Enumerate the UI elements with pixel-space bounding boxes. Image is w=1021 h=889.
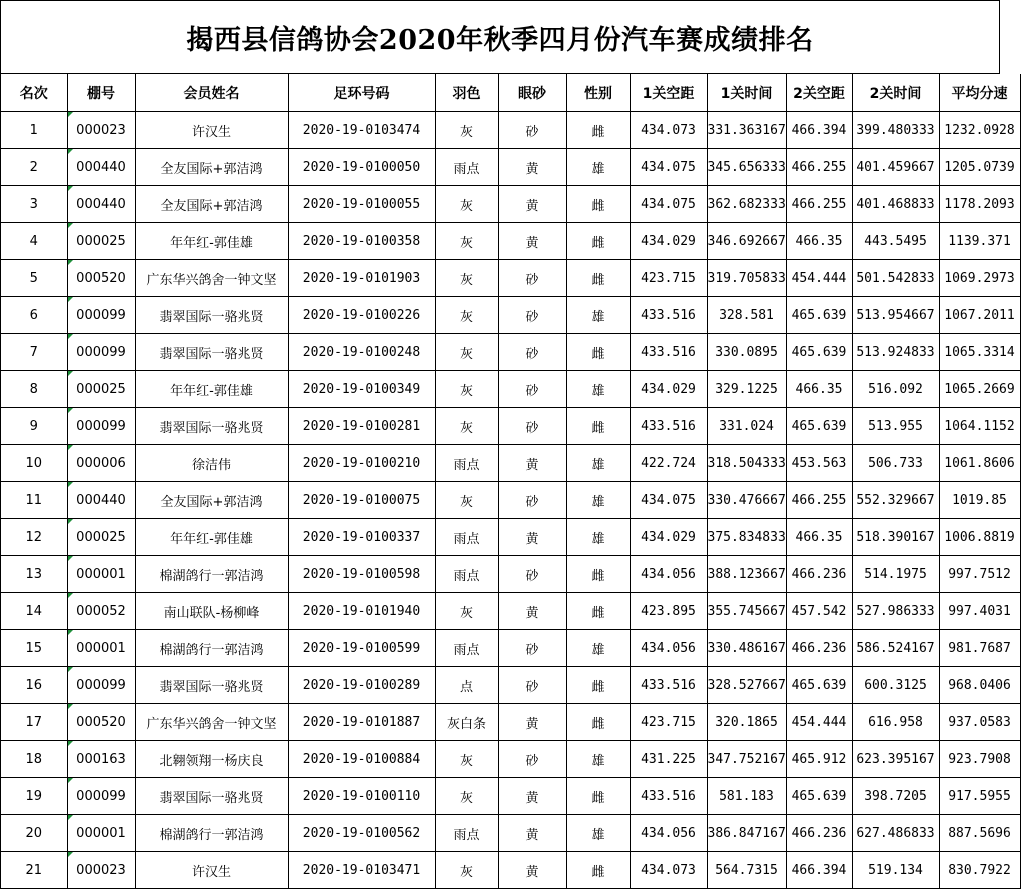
table-row — [1, 297, 1020, 334]
cell-sex: 雄 — [566, 482, 630, 519]
cell-leg1-distance: 434.073 — [630, 852, 707, 889]
cell-leg1-time: 346.692667 — [707, 223, 786, 260]
cell-member-name: 全友国际+郭洁鸿 — [135, 149, 288, 186]
cell-leg1-time: 328.581 — [707, 297, 786, 334]
cell-loft-no: 000001 — [67, 815, 135, 852]
cell-leg2-time: 513.954667 — [852, 297, 939, 334]
cell-loft-no: 000025 — [67, 519, 135, 556]
cell-rank: 1 — [1, 112, 67, 149]
cell-rank: 4 — [1, 223, 67, 260]
cell-leg2-time: 623.395167 — [852, 741, 939, 778]
cell-ring-number: 2020-19-0100075 — [288, 482, 435, 519]
cell-ring-number: 2020-19-0100598 — [288, 556, 435, 593]
cell-feather-color: 灰 — [435, 297, 498, 334]
cell-eye-sand: 砂 — [498, 112, 566, 149]
cell-feather-color: 雨点 — [435, 556, 498, 593]
column-header-avg-speed: 平均分速 — [939, 74, 1020, 112]
cell-member-name: 年年红-郭佳雄 — [135, 371, 288, 408]
cell-member-name: 许汉生 — [135, 852, 288, 889]
cell-sex: 雌 — [566, 852, 630, 889]
cell-loft-no: 000099 — [67, 667, 135, 704]
cell-feather-color: 雨点 — [435, 445, 498, 482]
cell-leg2-distance: 465.912 — [786, 741, 852, 778]
cell-avg-speed: 923.7908 — [939, 741, 1020, 778]
column-header-leg2-time: 2关时间 — [852, 74, 939, 112]
cell-rank: 12 — [1, 519, 67, 556]
cell-leg1-distance: 434.075 — [630, 186, 707, 223]
column-header-sex: 性别 — [566, 74, 630, 112]
cell-leg2-distance: 454.444 — [786, 704, 852, 741]
cell-avg-speed: 997.4031 — [939, 593, 1020, 630]
cell-eye-sand: 黄 — [498, 519, 566, 556]
cell-feather-color: 灰 — [435, 408, 498, 445]
cell-rank: 20 — [1, 815, 67, 852]
cell-member-name: 翡翠国际一骆兆贤 — [135, 334, 288, 371]
cell-leg1-time: 328.527667 — [707, 667, 786, 704]
cell-avg-speed: 937.0583 — [939, 704, 1020, 741]
cell-rank: 13 — [1, 556, 67, 593]
header-row — [1, 74, 1020, 112]
cell-member-name: 广东华兴鸽舍一钟文坚 — [135, 704, 288, 741]
cell-ring-number: 2020-19-0100337 — [288, 519, 435, 556]
cell-sex: 雄 — [566, 741, 630, 778]
cell-rank: 3 — [1, 186, 67, 223]
cell-leg2-distance: 465.639 — [786, 778, 852, 815]
cell-feather-color: 点 — [435, 667, 498, 704]
cell-leg2-distance: 466.236 — [786, 815, 852, 852]
table-row — [1, 778, 1020, 815]
cell-leg1-distance: 423.715 — [630, 260, 707, 297]
cell-leg1-time: 331.363167 — [707, 112, 786, 149]
cell-loft-no: 000099 — [67, 408, 135, 445]
cell-ring-number: 2020-19-0100110 — [288, 778, 435, 815]
cell-leg1-time: 386.847167 — [707, 815, 786, 852]
cell-rank: 14 — [1, 593, 67, 630]
cell-avg-speed: 1067.2011 — [939, 297, 1020, 334]
cell-avg-speed: 1139.371 — [939, 223, 1020, 260]
cell-leg2-time: 513.955 — [852, 408, 939, 445]
cell-loft-no: 000099 — [67, 778, 135, 815]
cell-avg-speed: 1006.8819 — [939, 519, 1020, 556]
cell-leg2-time: 399.480333 — [852, 112, 939, 149]
cell-rank: 18 — [1, 741, 67, 778]
cell-leg2-time: 627.486833 — [852, 815, 939, 852]
cell-avg-speed: 1019.85 — [939, 482, 1020, 519]
sheet-title: 揭西县信鸽协会2020年秋季四月份汽车赛成绩排名 — [1, 1, 1000, 74]
cell-avg-speed: 981.7687 — [939, 630, 1020, 667]
cell-eye-sand: 砂 — [498, 297, 566, 334]
table-row — [1, 334, 1020, 371]
table-row — [1, 371, 1020, 408]
cell-feather-color: 灰 — [435, 334, 498, 371]
cell-rank: 11 — [1, 482, 67, 519]
cell-member-name: 翡翠国际一骆兆贤 — [135, 667, 288, 704]
cell-leg1-time: 329.1225 — [707, 371, 786, 408]
cell-leg2-time: 401.468833 — [852, 186, 939, 223]
cell-leg2-distance: 466.35 — [786, 519, 852, 556]
results-table — [1, 74, 1021, 889]
cell-leg2-distance: 466.35 — [786, 223, 852, 260]
cell-member-name: 全友国际+郭洁鸿 — [135, 482, 288, 519]
cell-eye-sand: 砂 — [498, 408, 566, 445]
cell-sex: 雄 — [566, 815, 630, 852]
cell-member-name: 棉湖鸽行一郭洁鸿 — [135, 815, 288, 852]
cell-leg2-distance: 465.639 — [786, 408, 852, 445]
cell-leg2-distance: 454.444 — [786, 260, 852, 297]
table-row — [1, 445, 1020, 482]
cell-feather-color: 灰 — [435, 112, 498, 149]
cell-leg1-time: 581.183 — [707, 778, 786, 815]
cell-eye-sand: 砂 — [498, 371, 566, 408]
cell-member-name: 北翱领翔一杨庆良 — [135, 741, 288, 778]
cell-member-name: 翡翠国际一骆兆贤 — [135, 408, 288, 445]
cell-leg2-time: 518.390167 — [852, 519, 939, 556]
cell-avg-speed: 1064.1152 — [939, 408, 1020, 445]
cell-loft-no: 000520 — [67, 260, 135, 297]
cell-sex: 雌 — [566, 704, 630, 741]
cell-feather-color: 灰 — [435, 593, 498, 630]
cell-member-name: 全友国际+郭洁鸿 — [135, 186, 288, 223]
table-row — [1, 741, 1020, 778]
cell-ring-number: 2020-19-0100050 — [288, 149, 435, 186]
cell-leg1-distance: 433.516 — [630, 297, 707, 334]
table-row — [1, 667, 1020, 704]
cell-feather-color: 灰 — [435, 260, 498, 297]
column-header-member-name: 会员姓名 — [135, 74, 288, 112]
cell-member-name: 翡翠国际一骆兆贤 — [135, 297, 288, 334]
cell-leg2-distance: 466.255 — [786, 482, 852, 519]
cell-leg2-distance: 466.255 — [786, 186, 852, 223]
cell-leg1-time: 331.024 — [707, 408, 786, 445]
cell-leg2-distance: 453.563 — [786, 445, 852, 482]
column-header-eye-sand: 眼砂 — [498, 74, 566, 112]
cell-ring-number: 2020-19-0100562 — [288, 815, 435, 852]
cell-eye-sand: 黄 — [498, 778, 566, 815]
cell-ring-number: 2020-19-0100248 — [288, 334, 435, 371]
cell-leg1-distance: 434.075 — [630, 149, 707, 186]
cell-eye-sand: 黄 — [498, 223, 566, 260]
cell-ring-number: 2020-19-0101903 — [288, 260, 435, 297]
cell-eye-sand: 砂 — [498, 482, 566, 519]
cell-leg1-distance: 422.724 — [630, 445, 707, 482]
cell-leg1-distance: 423.715 — [630, 704, 707, 741]
cell-feather-color: 雨点 — [435, 519, 498, 556]
cell-avg-speed: 887.5696 — [939, 815, 1020, 852]
cell-member-name: 年年红-郭佳雄 — [135, 223, 288, 260]
table-row — [1, 186, 1020, 223]
cell-loft-no: 000023 — [67, 112, 135, 149]
cell-avg-speed: 1065.2669 — [939, 371, 1020, 408]
cell-sex: 雌 — [566, 334, 630, 371]
cell-loft-no: 000520 — [67, 704, 135, 741]
cell-eye-sand: 砂 — [498, 556, 566, 593]
cell-feather-color: 灰白条 — [435, 704, 498, 741]
cell-loft-no: 000099 — [67, 297, 135, 334]
cell-member-name: 年年红-郭佳雄 — [135, 519, 288, 556]
cell-sex: 雌 — [566, 260, 630, 297]
cell-ring-number: 2020-19-0100358 — [288, 223, 435, 260]
cell-eye-sand: 黄 — [498, 815, 566, 852]
cell-rank: 17 — [1, 704, 67, 741]
cell-eye-sand: 黄 — [498, 445, 566, 482]
cell-sex: 雄 — [566, 445, 630, 482]
cell-member-name: 南山联队-杨柳峰 — [135, 593, 288, 630]
cell-leg1-time: 330.476667 — [707, 482, 786, 519]
cell-member-name: 棉湖鸽行一郭洁鸿 — [135, 556, 288, 593]
cell-sex: 雄 — [566, 630, 630, 667]
cell-avg-speed: 1205.0739 — [939, 149, 1020, 186]
table-row — [1, 519, 1020, 556]
cell-sex: 雌 — [566, 778, 630, 815]
cell-leg2-distance: 466.255 — [786, 149, 852, 186]
cell-ring-number: 2020-19-0100210 — [288, 445, 435, 482]
cell-avg-speed: 968.0406 — [939, 667, 1020, 704]
cell-sex: 雌 — [566, 556, 630, 593]
cell-loft-no: 000006 — [67, 445, 135, 482]
cell-feather-color: 灰 — [435, 852, 498, 889]
cell-feather-color: 灰 — [435, 186, 498, 223]
cell-leg1-distance: 434.056 — [630, 815, 707, 852]
cell-leg2-time: 398.7205 — [852, 778, 939, 815]
cell-rank: 2 — [1, 149, 67, 186]
cell-leg2-time: 519.134 — [852, 852, 939, 889]
cell-leg2-time: 527.986333 — [852, 593, 939, 630]
cell-rank: 15 — [1, 630, 67, 667]
cell-leg1-time: 362.682333 — [707, 186, 786, 223]
cell-eye-sand: 砂 — [498, 630, 566, 667]
cell-leg1-distance: 434.029 — [630, 519, 707, 556]
cell-loft-no: 000052 — [67, 593, 135, 630]
column-header-loft-no: 棚号 — [67, 74, 135, 112]
cell-rank: 6 — [1, 297, 67, 334]
cell-leg1-time: 330.0895 — [707, 334, 786, 371]
cell-eye-sand: 黄 — [498, 852, 566, 889]
cell-avg-speed: 1232.0928 — [939, 112, 1020, 149]
cell-leg1-distance: 434.029 — [630, 223, 707, 260]
table-row — [1, 815, 1020, 852]
cell-feather-color: 雨点 — [435, 815, 498, 852]
cell-member-name: 广东华兴鸽舍一钟文坚 — [135, 260, 288, 297]
cell-leg1-time: 319.705833 — [707, 260, 786, 297]
cell-leg1-distance: 434.075 — [630, 482, 707, 519]
cell-ring-number: 2020-19-0103471 — [288, 852, 435, 889]
cell-leg2-time: 600.3125 — [852, 667, 939, 704]
cell-leg2-distance: 465.639 — [786, 297, 852, 334]
cell-sex: 雄 — [566, 149, 630, 186]
table-row — [1, 630, 1020, 667]
cell-feather-color: 灰 — [435, 371, 498, 408]
cell-eye-sand: 砂 — [498, 741, 566, 778]
column-header-leg1-distance: 1关空距 — [630, 74, 707, 112]
cell-sex: 雄 — [566, 519, 630, 556]
cell-loft-no: 000440 — [67, 186, 135, 223]
cell-feather-color: 灰 — [435, 778, 498, 815]
cell-avg-speed: 830.7922 — [939, 852, 1020, 889]
cell-feather-color: 雨点 — [435, 630, 498, 667]
cell-member-name: 棉湖鸽行一郭洁鸿 — [135, 630, 288, 667]
cell-leg1-distance: 434.056 — [630, 630, 707, 667]
cell-eye-sand: 黄 — [498, 593, 566, 630]
cell-member-name: 徐洁伟 — [135, 445, 288, 482]
cell-avg-speed: 1178.2093 — [939, 186, 1020, 223]
cell-ring-number: 2020-19-0100349 — [288, 371, 435, 408]
cell-eye-sand: 砂 — [498, 260, 566, 297]
cell-leg1-time: 564.7315 — [707, 852, 786, 889]
cell-rank: 9 — [1, 408, 67, 445]
cell-leg2-time: 514.1975 — [852, 556, 939, 593]
cell-ring-number: 2020-19-0100226 — [288, 297, 435, 334]
cell-ring-number: 2020-19-0101940 — [288, 593, 435, 630]
cell-feather-color: 灰 — [435, 223, 498, 260]
cell-feather-color: 灰 — [435, 482, 498, 519]
cell-sex: 雄 — [566, 371, 630, 408]
table-row — [1, 408, 1020, 445]
cell-rank: 16 — [1, 667, 67, 704]
cell-loft-no: 000023 — [67, 852, 135, 889]
cell-ring-number: 2020-19-0100281 — [288, 408, 435, 445]
cell-leg1-distance: 433.516 — [630, 778, 707, 815]
cell-avg-speed: 1069.2973 — [939, 260, 1020, 297]
cell-leg1-distance: 431.225 — [630, 741, 707, 778]
cell-eye-sand: 砂 — [498, 667, 566, 704]
cell-loft-no: 000163 — [67, 741, 135, 778]
cell-leg1-time: 345.656333 — [707, 149, 786, 186]
table-row — [1, 482, 1020, 519]
cell-rank: 8 — [1, 371, 67, 408]
cell-leg2-time: 501.542833 — [852, 260, 939, 297]
table-row — [1, 704, 1020, 741]
cell-leg2-time: 552.329667 — [852, 482, 939, 519]
cell-eye-sand: 黄 — [498, 149, 566, 186]
cell-leg1-distance: 433.516 — [630, 408, 707, 445]
cell-rank: 5 — [1, 260, 67, 297]
cell-sex: 雌 — [566, 186, 630, 223]
cell-eye-sand: 黄 — [498, 186, 566, 223]
cell-leg1-distance: 434.073 — [630, 112, 707, 149]
cell-ring-number: 2020-19-0100055 — [288, 186, 435, 223]
table-body — [1, 112, 1020, 889]
table-row — [1, 223, 1020, 260]
cell-rank: 7 — [1, 334, 67, 371]
table-row — [1, 852, 1020, 889]
cell-leg2-time: 516.092 — [852, 371, 939, 408]
cell-ring-number: 2020-19-0100289 — [288, 667, 435, 704]
cell-sex: 雌 — [566, 112, 630, 149]
cell-leg1-distance: 434.029 — [630, 371, 707, 408]
column-header-feather-color: 羽色 — [435, 74, 498, 112]
cell-eye-sand: 黄 — [498, 704, 566, 741]
cell-leg1-time: 347.752167 — [707, 741, 786, 778]
cell-leg2-distance: 457.542 — [786, 593, 852, 630]
cell-leg2-distance: 465.639 — [786, 667, 852, 704]
cell-leg2-time: 506.733 — [852, 445, 939, 482]
cell-ring-number: 2020-19-0103474 — [288, 112, 435, 149]
cell-loft-no: 000440 — [67, 149, 135, 186]
table-row — [1, 149, 1020, 186]
column-header-leg1-time: 1关时间 — [707, 74, 786, 112]
cell-leg1-distance: 423.895 — [630, 593, 707, 630]
cell-rank: 21 — [1, 852, 67, 889]
cell-sex: 雌 — [566, 223, 630, 260]
column-header-leg2-distance: 2关空距 — [786, 74, 852, 112]
column-header-ring-number: 足环号码 — [288, 74, 435, 112]
cell-leg2-time: 616.958 — [852, 704, 939, 741]
column-header-rank: 名次 — [1, 74, 67, 112]
cell-leg2-time: 586.524167 — [852, 630, 939, 667]
cell-leg2-distance: 466.236 — [786, 556, 852, 593]
cell-avg-speed: 1065.3314 — [939, 334, 1020, 371]
cell-sex: 雌 — [566, 667, 630, 704]
table-row — [1, 556, 1020, 593]
cell-rank: 10 — [1, 445, 67, 482]
cell-loft-no: 000440 — [67, 482, 135, 519]
cell-ring-number: 2020-19-0100884 — [288, 741, 435, 778]
cell-leg1-time: 355.745667 — [707, 593, 786, 630]
cell-leg2-time: 401.459667 — [852, 149, 939, 186]
cell-loft-no: 000025 — [67, 371, 135, 408]
cell-member-name: 许汉生 — [135, 112, 288, 149]
cell-leg1-time: 320.1865 — [707, 704, 786, 741]
cell-loft-no: 000025 — [67, 223, 135, 260]
cell-leg2-distance: 466.236 — [786, 630, 852, 667]
cell-avg-speed: 917.5955 — [939, 778, 1020, 815]
cell-avg-speed: 1061.8606 — [939, 445, 1020, 482]
cell-leg2-distance: 466.394 — [786, 112, 852, 149]
cell-leg1-distance: 434.056 — [630, 556, 707, 593]
cell-eye-sand: 砂 — [498, 334, 566, 371]
cell-leg1-time: 375.834833 — [707, 519, 786, 556]
table-row — [1, 260, 1020, 297]
cell-leg1-time: 318.504333 — [707, 445, 786, 482]
cell-leg2-distance: 465.639 — [786, 334, 852, 371]
cell-leg2-time: 513.924833 — [852, 334, 939, 371]
cell-sex: 雌 — [566, 408, 630, 445]
cell-leg2-time: 443.5495 — [852, 223, 939, 260]
table-row — [1, 593, 1020, 630]
cell-leg1-time: 388.123667 — [707, 556, 786, 593]
cell-ring-number: 2020-19-0100599 — [288, 630, 435, 667]
cell-loft-no: 000001 — [67, 556, 135, 593]
cell-leg1-distance: 433.516 — [630, 667, 707, 704]
cell-member-name: 翡翠国际一骆兆贤 — [135, 778, 288, 815]
cell-loft-no: 000001 — [67, 630, 135, 667]
cell-leg1-time: 330.486167 — [707, 630, 786, 667]
cell-ring-number: 2020-19-0101887 — [288, 704, 435, 741]
table-row — [1, 112, 1020, 149]
cell-avg-speed: 997.7512 — [939, 556, 1020, 593]
cell-leg2-distance: 466.35 — [786, 371, 852, 408]
cell-leg1-distance: 433.516 — [630, 334, 707, 371]
cell-feather-color: 雨点 — [435, 149, 498, 186]
cell-sex: 雌 — [566, 593, 630, 630]
cell-leg2-distance: 466.394 — [786, 852, 852, 889]
cell-sex: 雄 — [566, 297, 630, 334]
cell-feather-color: 灰 — [435, 741, 498, 778]
cell-rank: 19 — [1, 778, 67, 815]
cell-loft-no: 000099 — [67, 334, 135, 371]
